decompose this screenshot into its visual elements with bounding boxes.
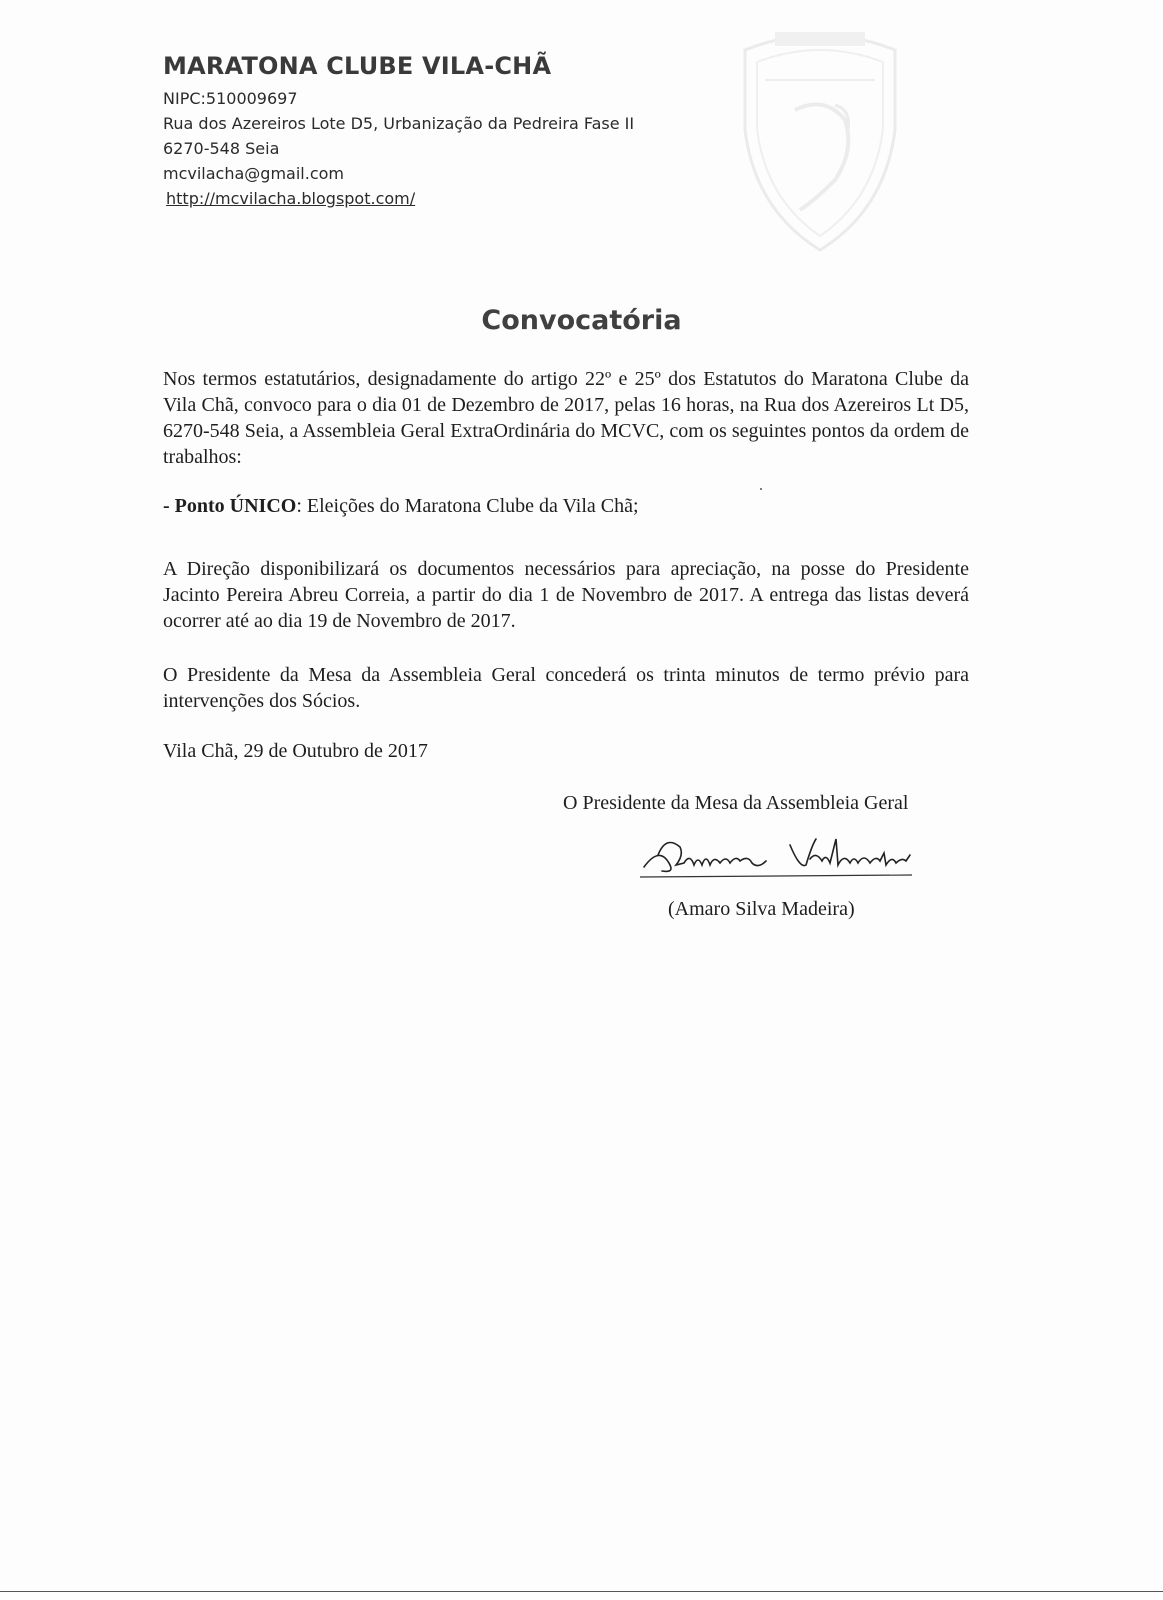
nipc-line: NIPC:510009697 [163,89,298,108]
email-line: mcvilacha@gmail.com [163,164,344,183]
scan-speck [760,488,762,490]
agenda-item-label: - Ponto ÚNICO [163,495,297,517]
signatory-role: O Presidente da Mesa da Assembleia Geral [563,792,909,814]
website-link[interactable]: http://mcvilacha.blogspot.com/ [166,189,416,208]
agenda-item-text: : Eleições do Maratona Clube da Vila Chã; [296,495,639,517]
club-logo-watermark [735,10,905,260]
letterhead [163,52,723,211]
paragraph-documents: A Direção disponibilizará os documentos necessários para apreciação, na posse do Presidente Jacinto Pereira Abreu Correia, a partir do dia 1 de Novembro de 2017. A entrega das listas deverá ocorrer até ao dia 19 de Novembro de 2017. [163,558,969,632]
handwritten-signature [640,825,930,885]
paragraph-agenda-item [163,493,969,519]
address-line: Rua dos Azereiros Lote D5, Urbanização da Pedreira Fase II [163,114,635,133]
paragraph-interventions: O Presidente da Mesa da Assembleia Geral concederá os trinta minutos de termo prévio para intervenções dos Sócios. [163,664,969,712]
scan-edge-line [0,1591,1163,1592]
place-date: Vila Chã, 29 de Outubro de 2017 [163,740,428,762]
paragraph-convocation: Nos termos estatutários, designadamente do artigo 22º e 25º dos Estatutos do Maratona Clube da Vila Chã, convoco para o dia 01 de Dezembro de 2017, pelas 16 horas, na Rua dos Azereiros Lt D5, 6270-548 Seia, a Assembleia Geral ExtraOrdinária do MCVC, com os seguintes pontos da ordem de trabalhos: [163,368,969,468]
signatory-name: (Amaro Silva Madeira) [668,898,855,920]
document-title: Convocatória [481,305,682,336]
postal-line: 6270-548 Seia [163,139,280,158]
club-name: MARATONA CLUBE VILA-CHÃ [163,52,552,80]
